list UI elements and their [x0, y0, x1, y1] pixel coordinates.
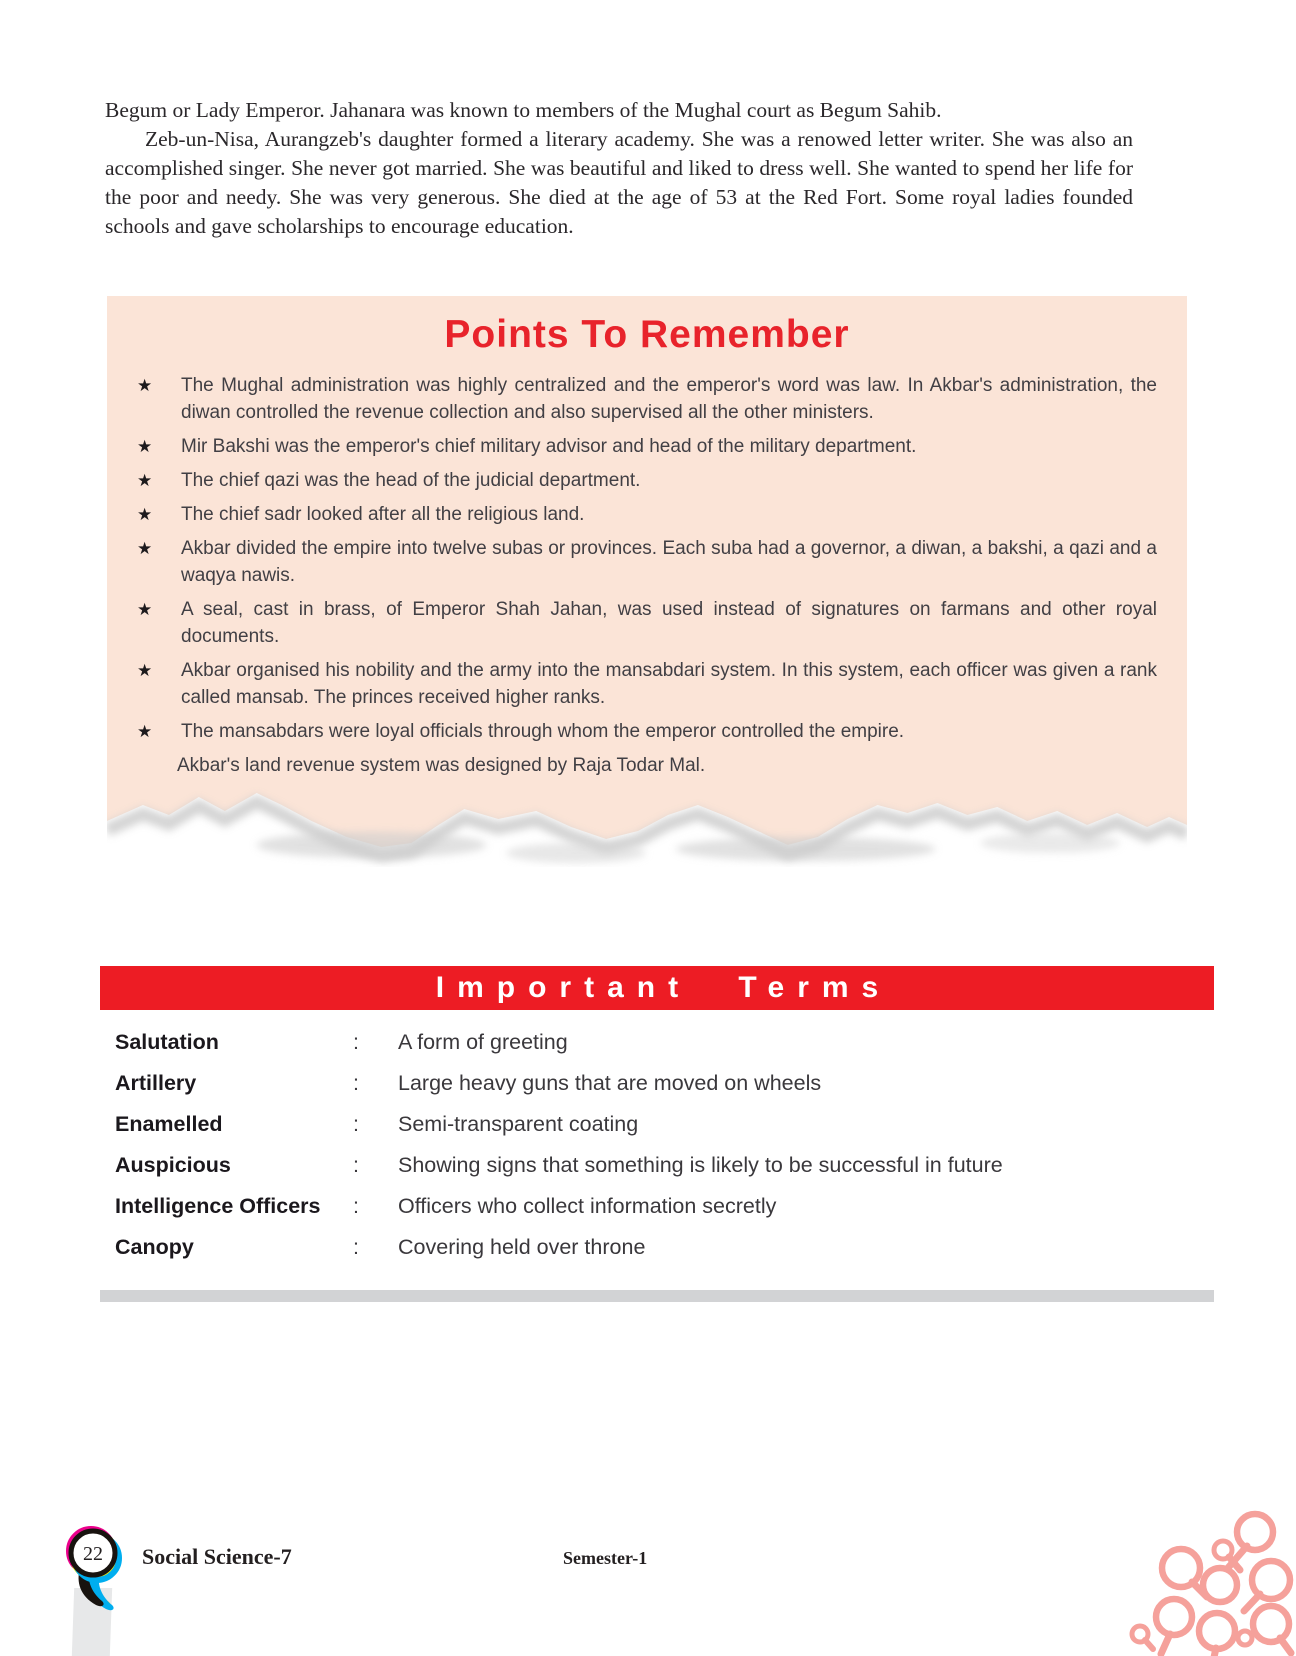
term-colon: :: [353, 1153, 359, 1177]
star-icon: ★: [137, 661, 153, 680]
term-row: [115, 1145, 1195, 1186]
term-row: [115, 1022, 1195, 1063]
term-colon: :: [353, 1235, 359, 1259]
point-text: The chief sadr looked after all the religious land.: [181, 504, 585, 525]
point-item: [133, 535, 1157, 589]
point-item: [133, 372, 1157, 426]
point-text: The chief qazi was the head of the judicial department.: [181, 470, 641, 491]
semester-label: Semester-1: [563, 1548, 648, 1568]
term-label: Salutation: [115, 1030, 219, 1054]
term-definition: Large heavy guns that are moved on wheels: [398, 1071, 822, 1095]
star-icon: ★: [137, 376, 153, 395]
term-label: Intelligence Officers: [115, 1194, 321, 1218]
star-icon: ★: [137, 471, 153, 490]
term-definition: Covering held over throne: [398, 1235, 646, 1259]
star-icon: ★: [137, 505, 153, 524]
term-definition: Semi-transparent coating: [398, 1112, 639, 1136]
term-colon: :: [353, 1071, 359, 1095]
points-list: [107, 358, 1187, 785]
important-terms-bar: [100, 966, 1214, 1010]
important-terms-table: [115, 1022, 1195, 1268]
points-to-remember-panel: [107, 296, 1187, 867]
points-footnote: Akbar's land revenue system was designed by Raja Todar Mal.: [177, 755, 706, 776]
point-text: Akbar organised his nobility and the army into the mansabdari system. In this system, each officer was given a rank called mansab. The princes received higher ranks.: [181, 660, 1157, 708]
point-item: [133, 596, 1157, 650]
term-definition: A form of greeting: [398, 1030, 568, 1054]
point-text: The Mughal administration was highly centralized and the emperor's word was law. In Akbar's administration, the diwan controlled the revenue collection and also supervised all the other ministers.: [181, 375, 1157, 423]
intro-paragraph: Begum or Lady Emperor. Jahanara was known to members of the Mughal court as Begum Sahib.: [105, 98, 942, 122]
term-label: Auspicious: [115, 1153, 231, 1177]
intro-paragraph: Zeb-un-Nisa, Aurangzeb's daughter formed a literary academy. She was a renowed letter writer. She was also an accomplished singer. She never got married. She was beautiful and liked to dress well. She wanted to spend her life for the poor and needy. She was very generous. She died at the age of 53 at the Red Fort. Some royal ladies founded schools and gave scholarships to encourage education.: [105, 127, 1133, 238]
term-label: Artillery: [115, 1071, 197, 1095]
term-colon: :: [353, 1112, 359, 1136]
term-definition: Showing signs that something is likely to be successful in future: [398, 1153, 1003, 1177]
intro-text: [105, 96, 1133, 241]
point-item: [133, 718, 1157, 745]
star-icon: ★: [137, 539, 153, 558]
point-text: Mir Bakshi was the emperor's chief military advisor and head of the military department.: [181, 436, 917, 457]
star-icon: ★: [137, 600, 153, 619]
term-label: Canopy: [115, 1235, 194, 1259]
star-icon: ★: [137, 722, 153, 741]
term-row: [115, 1227, 1195, 1268]
decorative-bubbles: [1064, 1404, 1296, 1656]
section-divider: [100, 1290, 1214, 1302]
page-number-badge: [64, 1522, 128, 1614]
term-colon: :: [353, 1030, 359, 1054]
term-definition: Officers who collect information secretly: [398, 1194, 777, 1218]
term-row: [115, 1104, 1195, 1145]
book-title: Social Science-7: [142, 1544, 292, 1569]
point-item: [133, 433, 1157, 460]
point-item: [133, 657, 1157, 711]
points-title: Points To Remember: [444, 313, 850, 356]
point-text: Akbar divided the empire into twelve subas or provinces. Each suba had a governor, a diwan, a bakshi, a qazi and a waqya nawis.: [181, 538, 1157, 586]
point-text: A seal, cast in brass, of Emperor Shah Jahan, was used instead of signatures on farmans and other royal documents.: [181, 599, 1157, 647]
star-icon: ★: [137, 437, 153, 456]
point-text: The mansabdars were loyal officials through whom the emperor controlled the empire.: [181, 721, 905, 742]
term-label: Enamelled: [115, 1112, 223, 1136]
point-item: [133, 501, 1157, 528]
page-number: 22: [83, 1543, 103, 1565]
term-row: [115, 1186, 1195, 1227]
term-row: [115, 1063, 1195, 1104]
important-terms-title: Important Terms: [435, 971, 892, 1004]
term-colon: :: [353, 1194, 359, 1218]
point-item: [133, 467, 1157, 494]
torn-edge: [107, 785, 1187, 867]
